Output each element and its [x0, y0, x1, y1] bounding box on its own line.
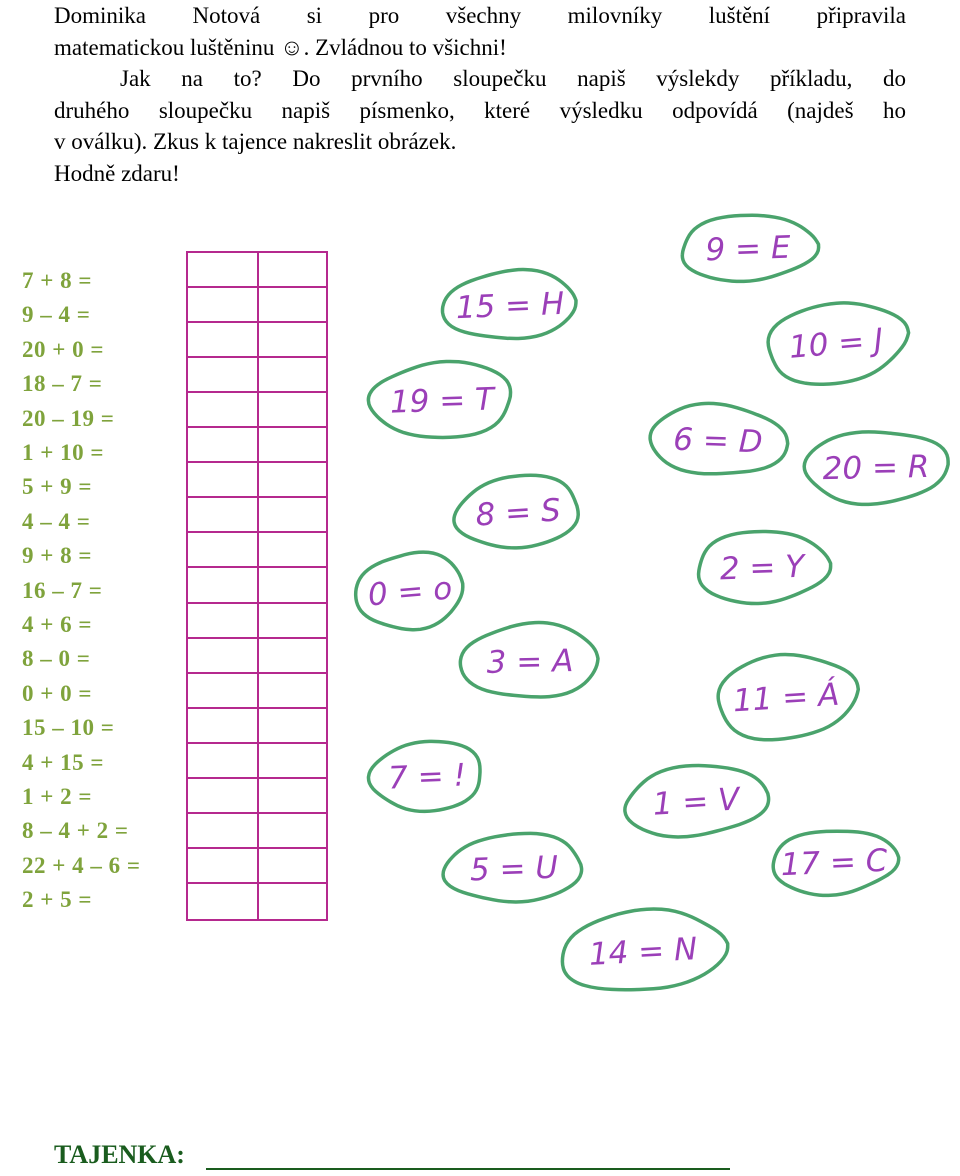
bubble-label: 7 = !	[387, 757, 467, 797]
exercise-item: 7 + 8 =	[22, 268, 92, 293]
answer-bubble	[804, 432, 948, 505]
answer-bubble	[625, 766, 769, 837]
exercise-item: 20 + 0 =	[22, 336, 104, 362]
bubble-label: 9 = E	[704, 229, 792, 269]
exercise-item: 22 + 4 – 6 =	[22, 852, 141, 878]
exercise-item: 18 – 7 =	[22, 371, 103, 397]
exercise-item: 1 + 2 =	[22, 784, 92, 809]
exercise-item: 4 + 15 =	[22, 749, 104, 775]
answer-bubble	[768, 303, 909, 384]
intro-line-3: Jak na to? Do prvního sloupečku napiš výslekdy příkladu, do	[120, 66, 906, 91]
exercise-item: 20 – 19 =	[22, 405, 115, 431]
exercise-item: 4 + 6 =	[22, 612, 92, 637]
smiley-icon: ☺	[280, 34, 304, 60]
exercise-item: 15 – 10 =	[22, 715, 115, 741]
exercise-item: 8 – 0 =	[22, 646, 91, 672]
exercise-item: 8 – 4 + 2 =	[22, 818, 129, 844]
exercise-item: 2 + 5 =	[22, 887, 92, 913]
bubble-label: 11 = Á	[731, 676, 841, 720]
answer-bubble	[368, 361, 510, 437]
intro-line-2b: . Zvládnou to všichni!	[303, 34, 507, 60]
bubble-label: 0 = o	[366, 570, 454, 614]
answer-bubble	[460, 623, 598, 697]
bubble-label: 8 = S	[474, 492, 562, 534]
exercise-item: 9 – 4 =	[22, 302, 91, 328]
bubble-label: 1 = V	[651, 781, 741, 823]
answer-bubble	[562, 909, 727, 990]
tajenka-answer-line[interactable]	[206, 1168, 730, 1170]
answer-bubble	[368, 741, 480, 811]
bubble-label: 14 = N	[588, 931, 699, 973]
exercise-item: 4 – 4 =	[22, 508, 91, 534]
answer-bubble	[442, 270, 576, 339]
intro-line-4: druhého sloupečku napiš písmenko, které výsledku odpovídá (najdeš ho	[54, 97, 906, 123]
bubble-label: 10 = J	[787, 322, 885, 366]
intro-line-1: Dominika Notová si pro všechny milovníky luštění připravila	[54, 3, 906, 28]
answer-bubble	[773, 831, 899, 895]
bubble-label: 3 = A	[486, 643, 574, 681]
intro-line-6: Hodně zdaru!	[54, 160, 180, 186]
tajenka-label: TAJENKA:	[54, 1140, 185, 1169]
answer-bubble	[454, 475, 578, 548]
intro-line-2a: matematickou luštěninu	[54, 34, 281, 60]
exercise-item: 1 + 10 =	[22, 440, 104, 465]
bubble-label: 2 = Y	[719, 548, 805, 588]
bubble-label: 17 = C	[779, 842, 889, 884]
exercise-item: 9 + 8 =	[22, 543, 92, 569]
answer-bubble	[699, 531, 831, 603]
exercise-item: 0 + 0 =	[22, 680, 92, 706]
exercise-item: 5 + 9 =	[22, 474, 92, 500]
intro-line-5: v oválku). Zkus k tajence nakreslit obrázek.	[54, 129, 457, 154]
bubble-label: 5 = U	[469, 849, 559, 889]
answer-bubble	[443, 833, 581, 902]
answer-bubble	[682, 215, 818, 281]
bubble-label: 19 = T	[389, 381, 495, 421]
bubble-label: 15 = H	[455, 285, 565, 327]
answer-bubble	[650, 403, 788, 473]
answer-bubble	[356, 552, 463, 630]
bubble-label: 20 = R	[822, 448, 930, 488]
exercise-item: 16 – 7 =	[22, 577, 103, 603]
bubble-label: 6 = D	[672, 421, 764, 461]
answer-bubble	[718, 655, 858, 740]
